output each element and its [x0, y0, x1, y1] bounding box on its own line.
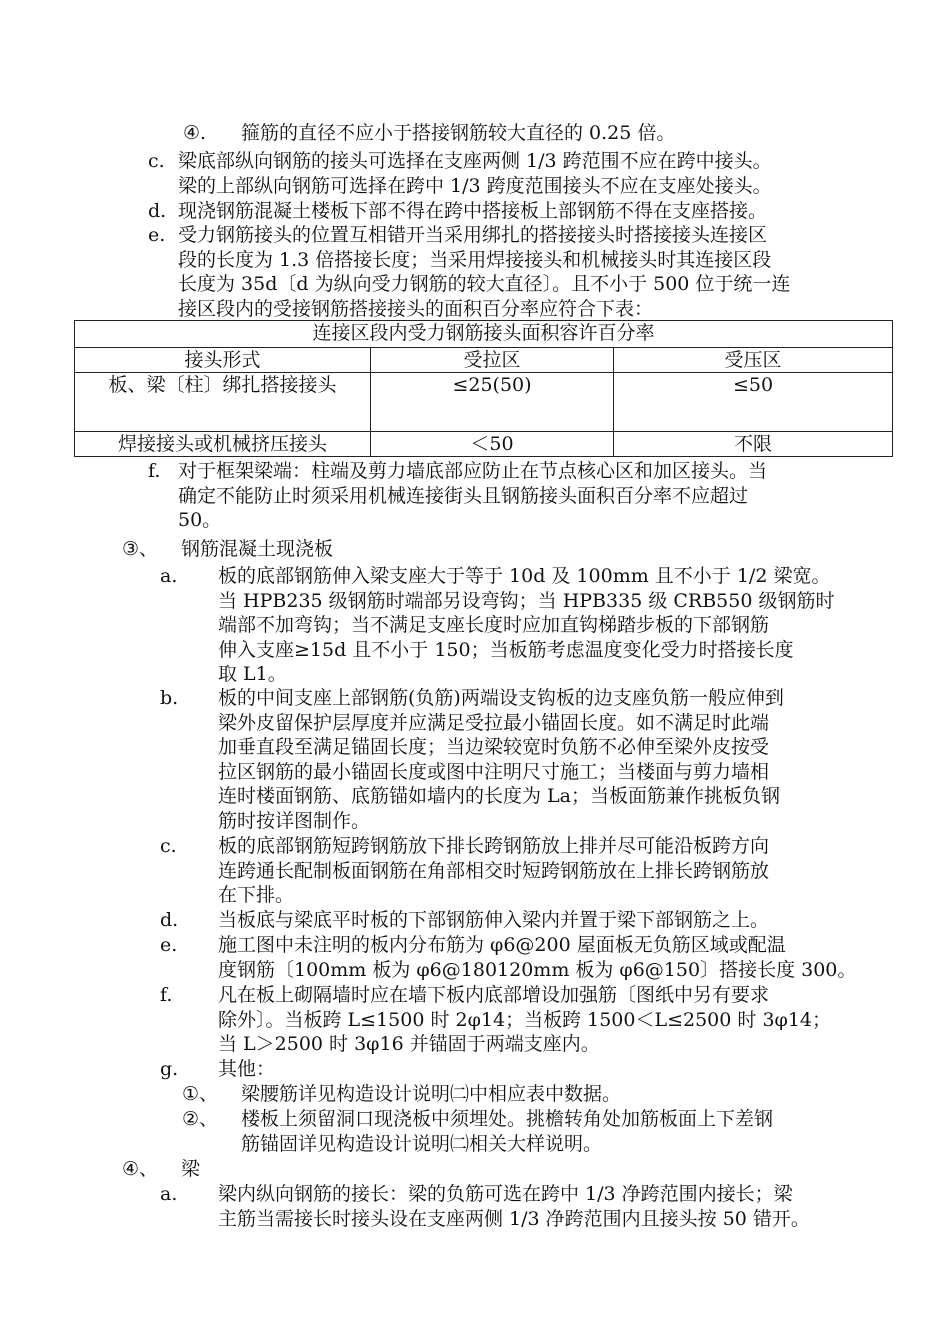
- table-cell: ≤25(50): [371, 373, 614, 432]
- paragraph-line: 当 L＞2500 时 3φ16 并锚固于两端支座内。: [218, 1033, 600, 1056]
- paragraph-line: 连跨通长配制板面钢筋在角部相交时短跨钢筋放在上排长跨钢筋放: [218, 859, 770, 882]
- table-header-joint-type: 接头形式: [75, 348, 371, 373]
- paragraph-line: 拉区钢筋的最小锚固长度或图中注明尺寸施工；当楼面与剪力墙相: [218, 760, 770, 783]
- paragraph-line: 在下排。: [218, 884, 295, 907]
- paragraph-line: 50。: [178, 509, 222, 532]
- table-header-tension-zone: 受拉区: [371, 348, 614, 373]
- list-marker: f.: [160, 984, 173, 1006]
- table-header-compression-zone: 受压区: [614, 348, 893, 373]
- paragraph-line: 确定不能防止时须采用机械连接街头且钢筋接头面积百分率不应超过: [178, 484, 749, 507]
- table-cell: ≤50: [614, 373, 893, 432]
- table-cell: 不限: [614, 432, 893, 457]
- paragraph-line: 对于框架梁端：柱端及剪力墙底部应防止在节点核心区和加区接头。当: [178, 460, 768, 482]
- paragraph-line: 钢筋混凝土现浇板: [181, 538, 334, 560]
- paragraph-line: 除外〕。当板跨 L≤1500 时 2φ14；当板跨 1500＜L≤2500 时 3φ14；: [218, 1008, 832, 1031]
- paragraph-line: 梁腰筋详见构造设计说明㈡中相应表中数据。: [241, 1083, 622, 1105]
- paragraph-line: 端部不加弯钩；当不满足支座长度时应加直钩梯踏步板的下部钢筋: [218, 614, 770, 637]
- list-marker: ②、: [182, 1108, 219, 1130]
- list-marker: ④、: [122, 1158, 159, 1180]
- paragraph-line: 当板底与梁底平时板的下部钢筋伸入梁内并置于梁下部钢筋之上。: [218, 909, 770, 931]
- table-cell: 焊接接头或机械挤压接头: [75, 432, 371, 457]
- paragraph-line: 梁底部纵向钢筋的接头可选择在支座两侧 1/3 跨范围不应在跨中接头。: [178, 150, 772, 172]
- paragraph-line: 段的长度为 1.3 倍搭接长度；当采用焊接接头和机械接头时其连接区段: [178, 248, 772, 271]
- paragraph-line: 板的底部钢筋短跨钢筋放下排长跨钢筋放上排并尽可能沿板跨方向: [218, 835, 770, 857]
- paragraph-line: 箍筋的直径不应小于搭接钢筋较大直径的 0.25 倍。: [241, 122, 676, 144]
- paragraph-line: 当 HPB235 级钢筋时端部另设弯钩；当 HPB335 级 CRB550 级钢筋时: [218, 589, 835, 612]
- paragraph-line: 受力钢筋接头的位置互相错开当采用绑扎的搭接接头时搭接接头连接区: [178, 224, 768, 246]
- list-marker: a.: [160, 1183, 178, 1205]
- paragraph-line: 梁内纵向钢筋的接长：梁的负筋可选在跨中 1/3 净跨范围内接长；梁: [218, 1183, 793, 1205]
- paragraph-line: 加垂直段至满足锚固长度；当边梁较宽时负筋不必伸至梁外皮按受: [218, 736, 770, 759]
- paragraph-line: 主筋当需接长时接头设在支座两侧 1/3 净跨范围内且接头按 50 错开。: [218, 1207, 810, 1230]
- table-title: 连接区段内受力钢筋接头面积容许百分率: [75, 321, 893, 348]
- paragraph-line: 梁的上部纵向钢筋可选择在跨中 1/3 跨度范围接头不应在支座处接头。: [178, 174, 772, 197]
- paragraph-line: 梁外皮留保护层厚度并应满足受拉最小锚固长度。如不满足时此端: [218, 711, 770, 734]
- paragraph-line: 其他：: [218, 1058, 276, 1080]
- list-marker: g.: [160, 1058, 179, 1080]
- paragraph-line: 楼板上须留洞口现浇板中须埋处。挑檐转角处加筋板面上下差钢: [241, 1108, 774, 1130]
- list-marker: d.: [160, 909, 179, 931]
- paragraph-line: 筋时按详图制作。: [218, 810, 371, 832]
- paragraph-line: 现浇钢筋混凝土楼板下部不得在跨中搭接板上部钢筋不得在支座搭接。: [178, 200, 768, 222]
- table-row: [75, 432, 893, 457]
- table-row: [75, 373, 893, 432]
- paragraph-line: 连时楼面钢筋、底筋锚如墙内的长度为 La；当板面筋兼作挑板负钢: [218, 785, 780, 808]
- table-cell: 板、梁〔柱〕绑扎搭接接头: [75, 373, 371, 432]
- paragraph-line: 长度为 35d〔d 为纵向受力钢筋的较大直径〕。且不小于 500 位于统一连: [178, 273, 791, 296]
- paragraph-line: 板的中间支座上部钢筋(负筋)两端设支钩板的边支座负筋一般应伸到: [218, 687, 784, 709]
- splice-percentage-table: [74, 320, 893, 457]
- list-marker: f.: [148, 460, 161, 482]
- list-marker: d.: [148, 200, 167, 222]
- paragraph-line: 施工图中未注明的板内分布筋为 φ6@200 屋面板无负筋区域或配温: [218, 934, 786, 956]
- list-marker: c.: [148, 150, 165, 172]
- paragraph-line: 梁: [181, 1158, 201, 1180]
- list-marker: ④.: [183, 122, 207, 144]
- table-cell: ＜50: [371, 432, 614, 457]
- list-marker: b.: [160, 687, 179, 709]
- paragraph-line: 度钢筋〔100mm 板为 φ6@180120mm 板为 φ6@150〕搭接长度 300。: [218, 958, 857, 981]
- list-marker: ③、: [122, 538, 159, 560]
- paragraph-line: 板的底部钢筋伸入梁支座大于等于 10d 及 100mm 且不小于 1/2 梁宽。: [218, 565, 831, 587]
- paragraph-line: 伸入支座≥15d 且不小于 150；当板筋考虑温度变化受力时搭接长度: [218, 638, 794, 661]
- list-marker: ①、: [182, 1083, 219, 1105]
- list-marker: e.: [160, 934, 178, 956]
- list-marker: a.: [160, 565, 178, 587]
- paragraph-line: 取 L1。: [218, 663, 287, 686]
- paragraph-line: 筋锚固详见构造设计说明㈡相关大样说明。: [241, 1132, 603, 1155]
- list-marker: c.: [160, 835, 177, 857]
- paragraph-line: 接区段内的受接钢筋搭接接头的面积百分率应符合下表：: [178, 297, 654, 320]
- list-marker: e.: [148, 224, 166, 246]
- paragraph-line: 凡在板上砌隔墙时应在墙下板内底部增设加强筋〔图纸中另有要求: [218, 984, 770, 1006]
